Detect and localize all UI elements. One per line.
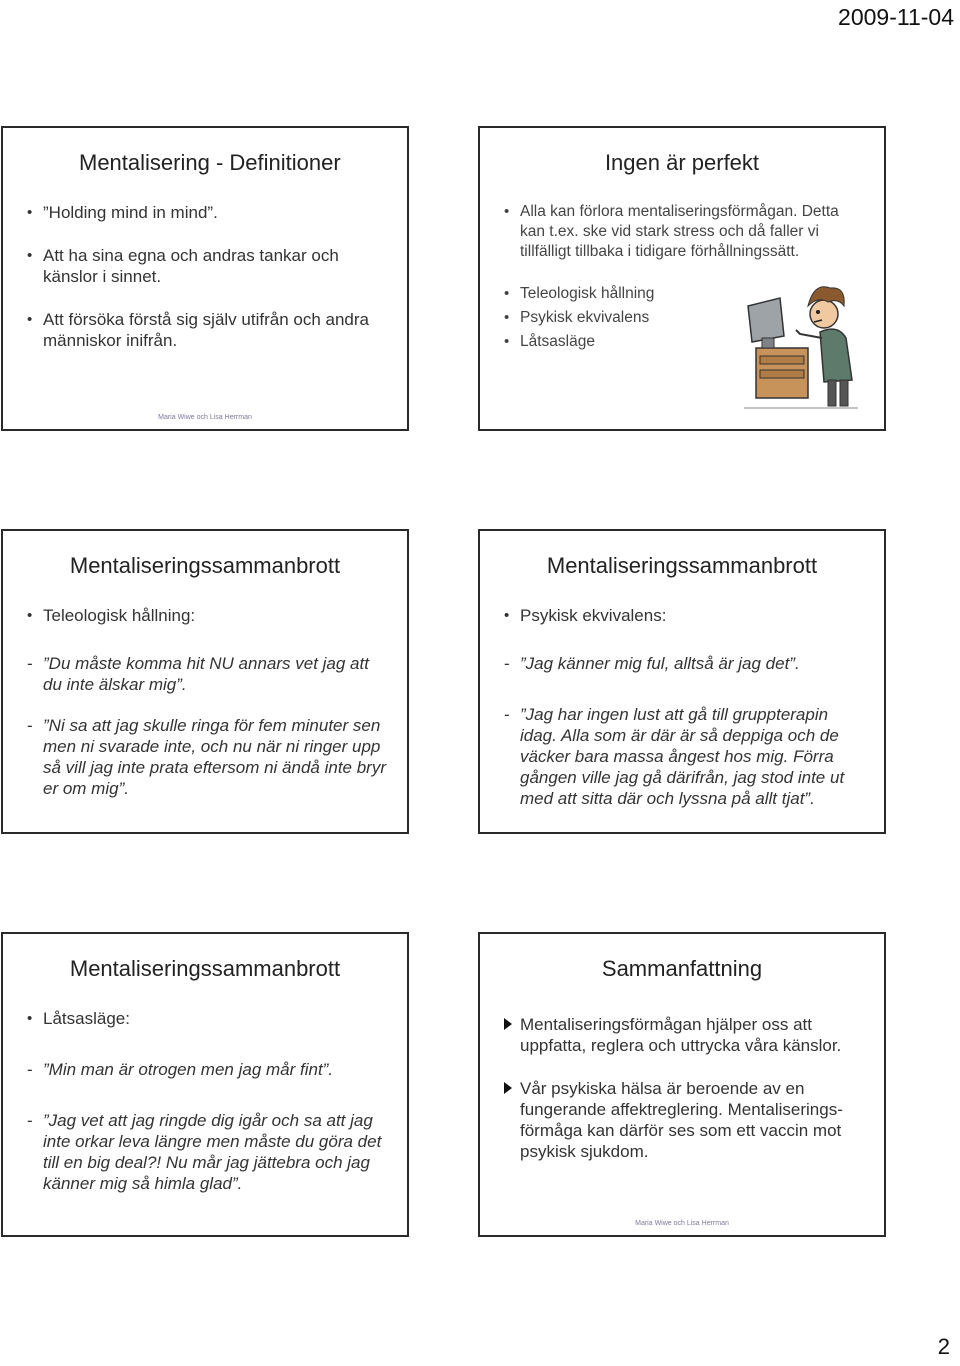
bullet-item: • Låtsasläge: <box>25 1008 389 1029</box>
slide-title: Ingen är perfekt <box>604 150 760 175</box>
summary-item <box>502 1078 858 1162</box>
summary-text: Mentaliseringsförmågan hjälper oss att uppfatta, reglera och uttrycka våra känslor. <box>520 1015 842 1055</box>
slide-summary <box>478 932 886 1237</box>
page-number: 2 <box>937 1334 950 1359</box>
slide-teleological <box>1 529 409 834</box>
arrow-right-icon <box>504 1082 512 1094</box>
bullet-item: • Att försöka förstå sig själv utifrån och andra människor inifrån. <box>25 309 389 351</box>
quote-text: ”Jag har ingen lust att gå till gruppterapin idag. Alla som är där är så deppiga och de väcker bara massa ångest hos mig. Förra gången ville jag gå därifrån, jag stod inte ut med att sitta där och lyssna på allt tjat”. <box>520 705 845 808</box>
slide-psychic-equivalence <box>478 529 886 834</box>
quote-item: - ”Min man är otrogen men jag mår fint”. <box>27 1060 334 1079</box>
quote-text: ”Jag vet att jag ringde dig igår och sa att jag inte orkar leva längre men måste du göra det till en big deal?! Nu mår jag jättebra och jag känner mig så himla glad”. <box>43 1111 382 1193</box>
slide-definitions <box>1 126 409 431</box>
bullet-item: • Psykisk ekvivalens: <box>502 605 866 626</box>
slide-footer: Maria Wiwe och Lisa Herrman <box>158 414 252 421</box>
quote-text: ”Du måste komma hit NU annars vet jag att du inte älskar mig”. <box>43 654 369 694</box>
quote-item: - ”Du måste komma hit NU annars vet jag att du inte älskar mig”. <box>27 654 369 694</box>
bullet-item: • ”Holding mind in mind”. <box>25 202 389 223</box>
quote-text: ”Jag känner mig ful, alltså är jag det”. <box>520 654 800 673</box>
page-date: 2009-11-04 <box>838 4 954 30</box>
slide-body <box>25 1008 389 1194</box>
bullet-item: • Psykisk ekvivalens <box>502 308 860 328</box>
slide-body <box>502 605 866 809</box>
slide-pretend-mode <box>1 932 409 1237</box>
slide-title: Mentaliseringssammanbrott <box>546 553 818 578</box>
quote-item: - ”Jag känner mig ful, alltså är jag det”. <box>504 654 800 673</box>
arrow-right-icon <box>504 1018 512 1030</box>
quote-item: - ”Jag vet att jag ringde dig igår och sa att jag inte orkar leva längre men måste du göra det till en big deal?! Nu mår jag jättebra och jag känner mig så himla glad”. <box>27 1111 382 1193</box>
bullet-item: • Att ha sina egna och andras tankar och känslor i sinnet. <box>25 245 389 287</box>
bullet-item: • Teleologisk hållning: <box>25 605 389 626</box>
slide-body <box>502 1014 858 1162</box>
slide-nobody-perfect <box>478 126 886 431</box>
summary-item <box>502 1014 858 1056</box>
summary-text: Vår psykiska hälsa är beroende av en fungerande affektreglering. Mentaliserings-förmåga kan därför ses som ett vaccin mot psykisk sjukdom. <box>520 1079 843 1161</box>
quote-item: - ”Ni sa att jag skulle ringa för fem minuter sen men ni svarade inte, och nu när ni ringer upp så vill jag inte prata eftersom ni ändå inte bryr er om mig”. <box>27 716 387 798</box>
frustrated-computer-user-icon <box>734 276 864 416</box>
bullet-item: • Alla kan förlora mentaliseringsförmågan. Detta kan t.ex. ske vid stark stress och då faller vi tillfälligt tillbaka i tidigare förhållningssätt. <box>502 202 860 262</box>
slide-title: Mentalisering - Definitioner <box>79 150 341 175</box>
slide-footer: Maria Wiwe och Lisa Herrman <box>635 1220 729 1227</box>
slide-body <box>25 202 389 351</box>
bullet-item: • Låtsasläge <box>502 332 860 352</box>
quote-text: ”Min man är otrogen men jag mår fint”. <box>43 1060 334 1079</box>
quote-item: - ”Jag har ingen lust att gå till gruppterapin idag. Alla som är där är så deppiga och de väcker bara massa ångest hos mig. Förra gången ville jag gå därifrån, jag stod inte ut med att sitta där och lyssna på allt tjat”. <box>504 705 845 808</box>
slide-body <box>25 605 389 799</box>
slide-title: Mentaliseringssammanbrott <box>69 956 341 981</box>
slide-title: Mentaliseringssammanbrott <box>69 553 341 578</box>
slide-title: Sammanfattning <box>601 956 763 981</box>
bullet-item: • Teleologisk hållning <box>502 284 860 304</box>
quote-text: ”Ni sa att jag skulle ringa för fem minuter sen men ni svarade inte, och nu när ni ringer upp så vill jag inte prata eftersom ni ändå inte bryr er om mig”. <box>43 716 387 798</box>
